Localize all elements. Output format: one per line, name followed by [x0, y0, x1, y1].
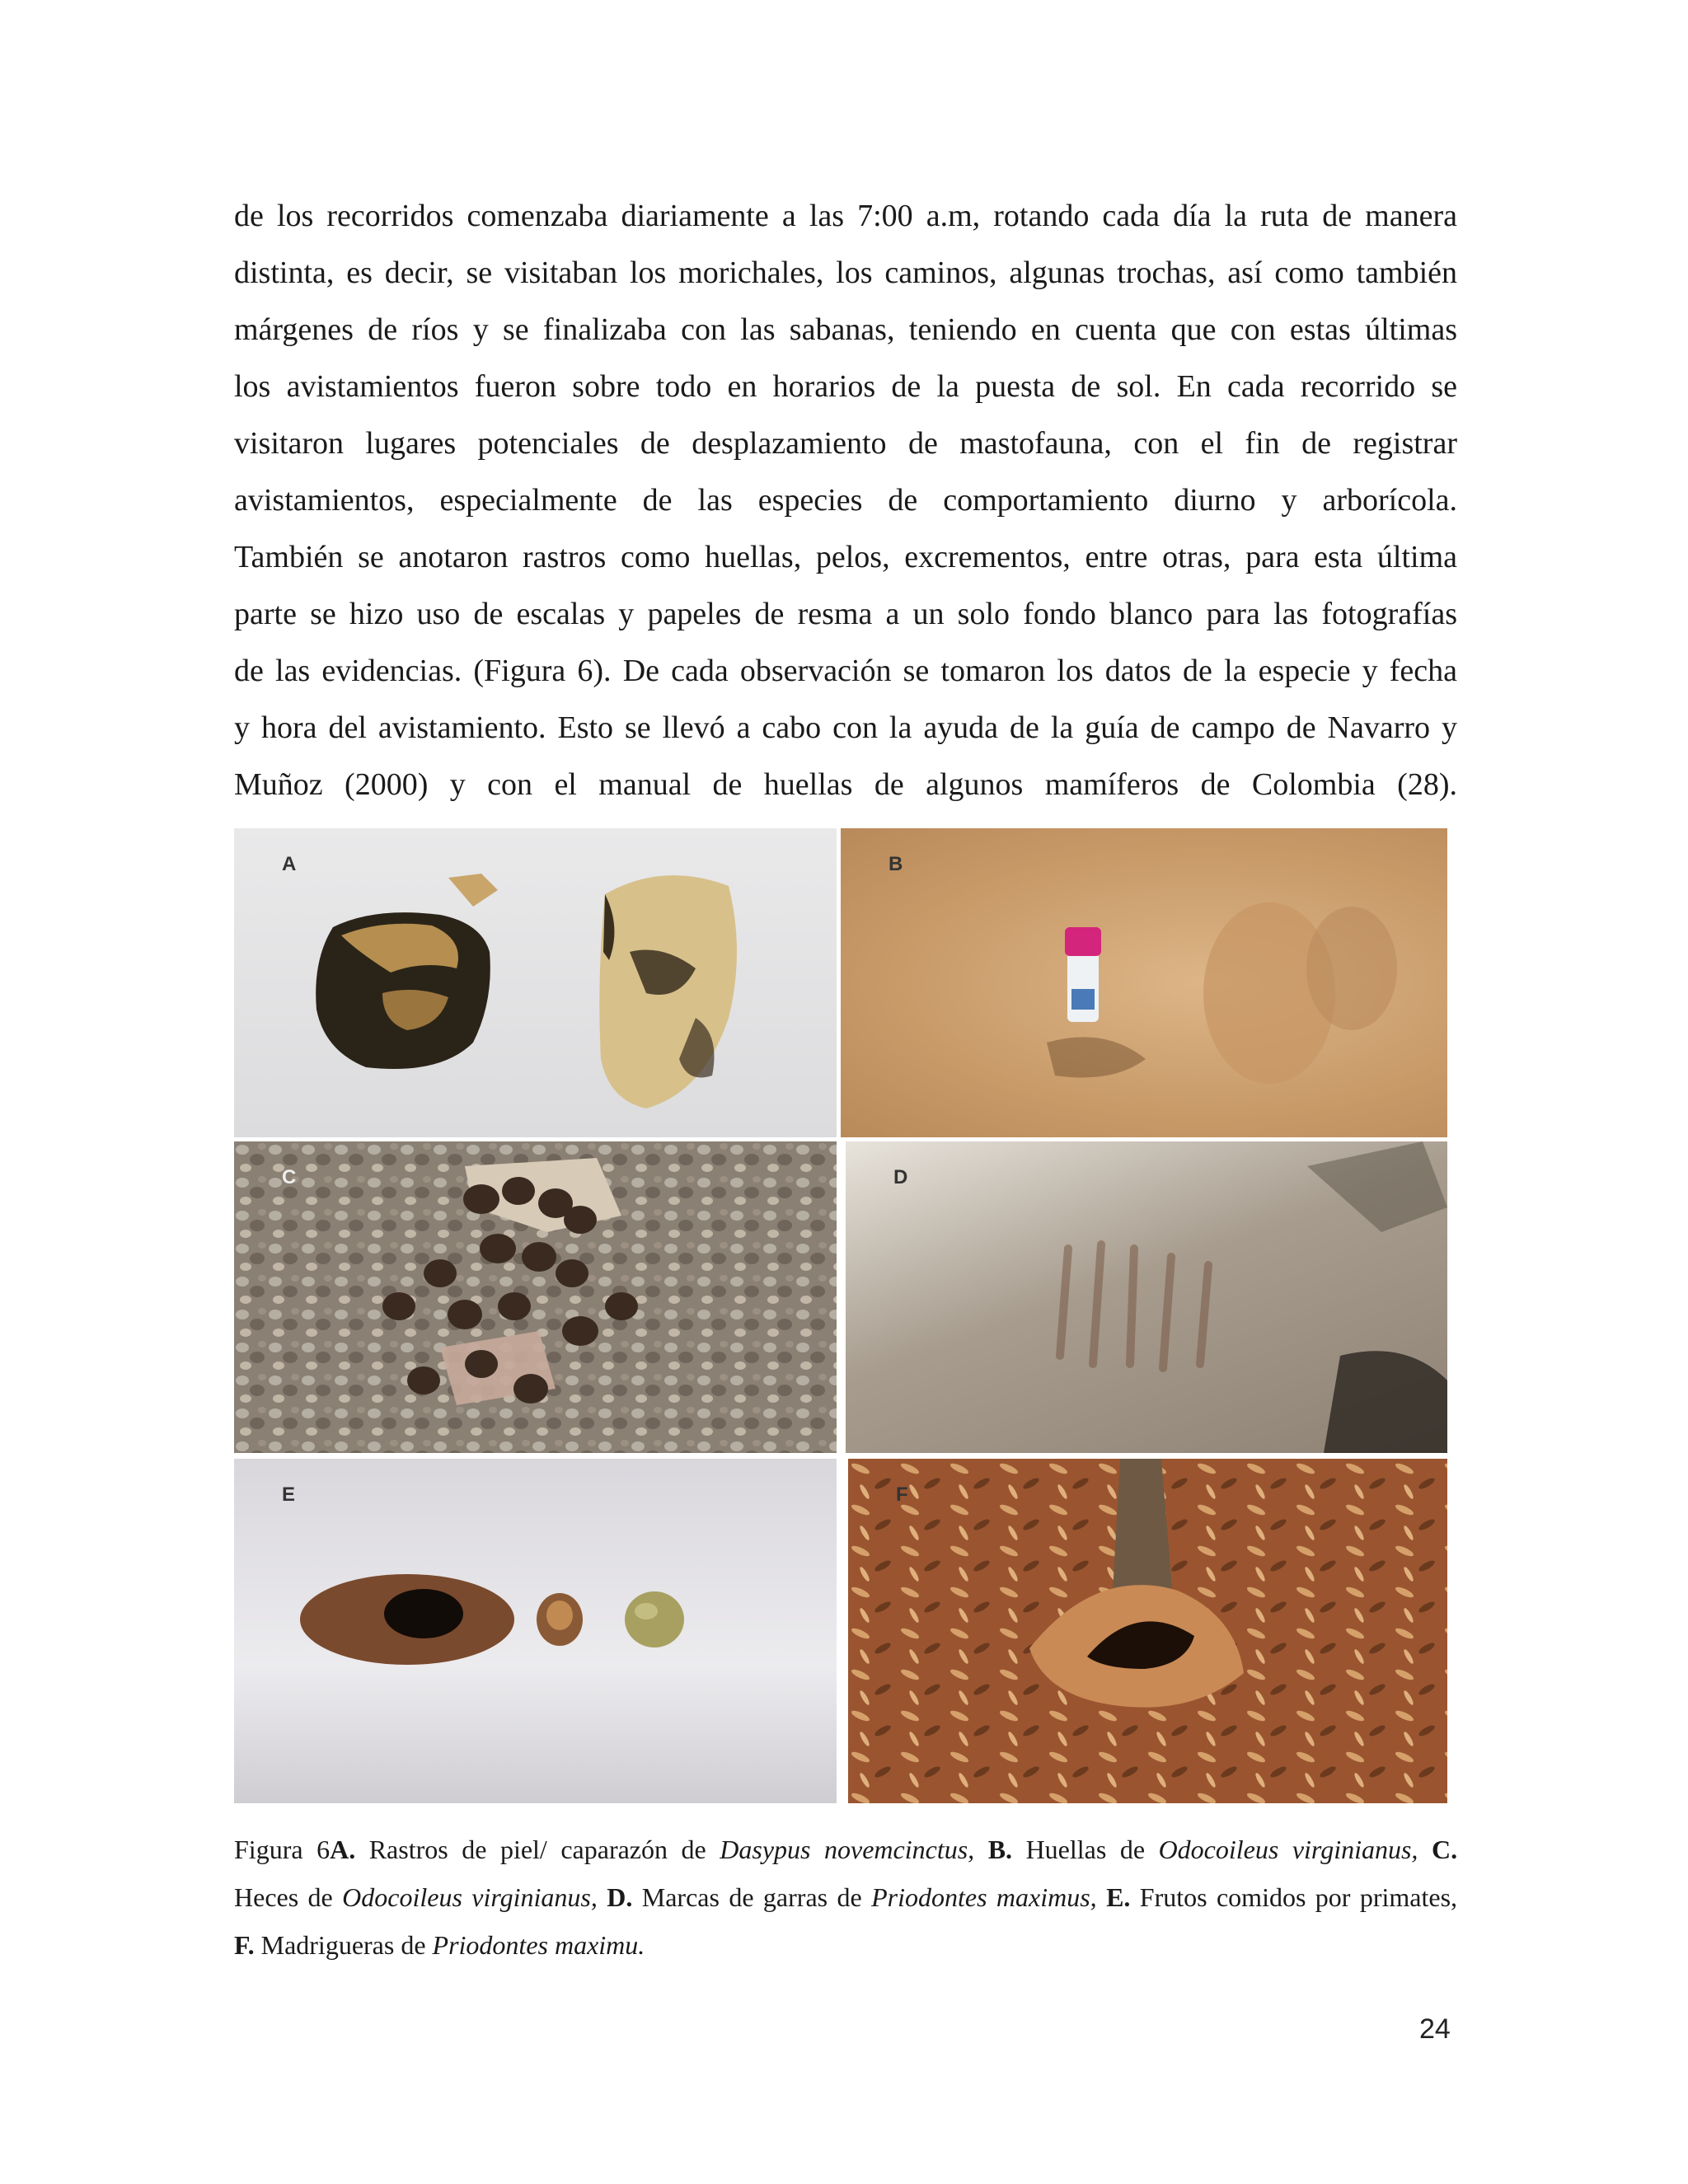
panel-label: D — [893, 1166, 908, 1188]
page-number: 24 — [1419, 2013, 1451, 2045]
caption-a-label: A. — [330, 1835, 356, 1864]
body-line: También se anotaron rastros como huellas, pelos, excrementos, entre otras, para esta última — [234, 540, 1457, 574]
body-line: de los recorridos comenzaba diariamente a las 7:00 a.m, rotando cada día la ruta de manera — [234, 199, 1457, 233]
panel-label: B — [889, 853, 903, 875]
photo-panel-f — [848, 1459, 1447, 1803]
photo-panel-b — [841, 828, 1447, 1137]
caption-d-label: D. — [607, 1882, 633, 1912]
caption-line — [234, 1825, 1457, 1873]
panel-label: E — [282, 1483, 296, 1506]
body-line: y hora del avistamiento. Esto se llevó a cabo con la ayuda de la guía de campo de Navarro y — [234, 710, 1457, 745]
caption-c-label: C. — [1431, 1835, 1458, 1864]
caption-a-text: Rastros de piel/ caparazón de — [355, 1835, 720, 1864]
figure-caption — [234, 1825, 1457, 1969]
photo-panel-d — [846, 1141, 1447, 1453]
caption-b-species: Odocoileus virginianus, — [1158, 1835, 1418, 1864]
caption-c-species: Odocoileus virginianus, — [342, 1882, 598, 1912]
claw-marks-illustration — [846, 1141, 1447, 1453]
body-line: Muñoz (2000) y con el manual de huellas de algunos mamíferos de Colombia (28). — [234, 767, 1457, 802]
caption-b-label: B. — [987, 1835, 1013, 1864]
body-paragraph — [234, 188, 1457, 813]
caption-d-species: Priodontes maximus, — [871, 1882, 1097, 1912]
caption-line — [234, 1921, 1457, 1969]
caption-f-text: Madrigueras de — [254, 1930, 433, 1960]
caption-e-text: Frutos comidos por primates, — [1130, 1882, 1458, 1912]
panel-label: F — [896, 1483, 908, 1506]
body-line: los avistamientos fueron sobre todo en horarios de la puesta de sol. En cada recorrido se — [234, 369, 1457, 404]
droppings-illustration — [234, 1141, 837, 1453]
armadillo-shell-illustration — [234, 828, 837, 1137]
body-line: márgenes de ríos y se finalizaba con las sabanas, teniendo en cuenta que con estas últimas — [234, 312, 1457, 347]
burrow-illustration — [848, 1459, 1447, 1803]
body-line: avistamientos, especialmente de las especies de comportamiento diurno y arborícola. — [234, 483, 1457, 518]
body-line: parte se hizo uso de escalas y papeles de resma a un solo fondo blanco para las fotografías — [234, 597, 1457, 631]
body-line: de las evidencias. (Figura 6). De cada observación se tomaron los datos de la especie y fecha — [234, 654, 1457, 688]
caption-f-species: Priodontes maximu. — [432, 1930, 645, 1960]
caption-d-text: Marcas de garras de — [632, 1882, 872, 1912]
panel-label: A — [282, 853, 297, 875]
figure-6-photo-grid — [234, 828, 1447, 1803]
caption-figure-label: Figura 6 — [234, 1835, 331, 1864]
caption-c-text: Heces de — [234, 1882, 343, 1912]
photo-panel-c — [234, 1141, 837, 1453]
sand-footprint-illustration — [841, 828, 1447, 1137]
panel-label: C — [282, 1166, 297, 1188]
fruits-illustration — [234, 1459, 837, 1803]
caption-e-label: E. — [1106, 1882, 1131, 1912]
body-line: distinta, es decir, se visitaban los morichales, los caminos, algunas trochas, así como también — [234, 255, 1457, 290]
photo-panel-e — [234, 1459, 837, 1803]
photo-panel-a — [234, 828, 837, 1137]
caption-f-label: F. — [234, 1930, 255, 1960]
caption-a-species: Dasypus novemcinctus, — [720, 1835, 975, 1864]
body-line: visitaron lugares potenciales de desplazamiento de mastofauna, con el fin de registrar — [234, 426, 1457, 461]
caption-line — [234, 1873, 1457, 1921]
caption-b-text: Huellas de — [1012, 1835, 1159, 1864]
